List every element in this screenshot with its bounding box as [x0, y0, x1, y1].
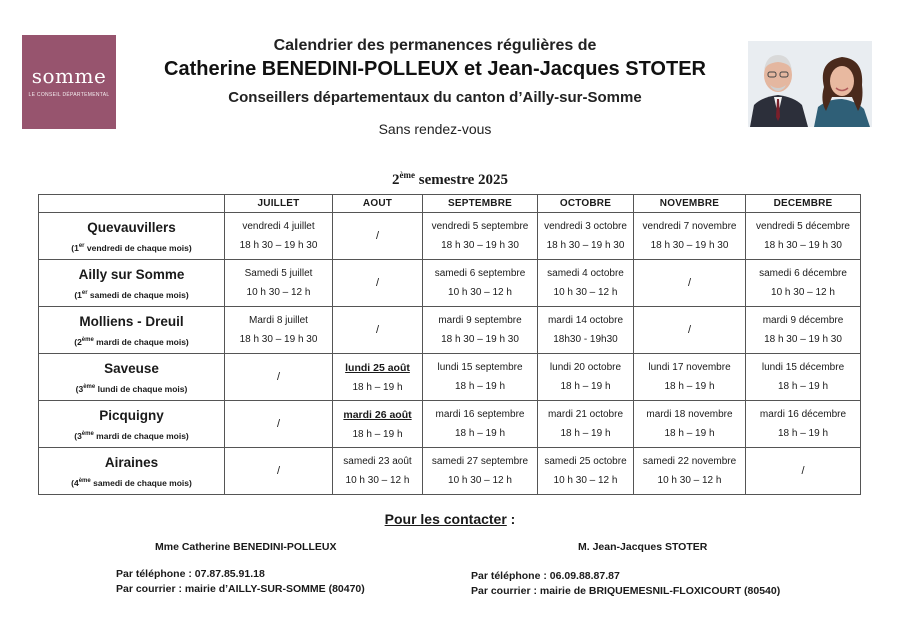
schedule-cell	[746, 260, 861, 307]
session-time: 18 h 30 – 19 h 30	[441, 334, 519, 345]
rule-text: mardi de chaque mois)	[93, 336, 189, 347]
rule-ordinal: (3	[75, 383, 84, 394]
session-date: lundi 15 septembre	[437, 362, 523, 373]
session-date: samedi 22 novembre	[642, 456, 737, 467]
schedule-cell	[423, 307, 538, 354]
table-row	[39, 307, 861, 354]
heading-canton: Conseillers départementaux du canton d’Ailly-sur-Somme	[228, 89, 642, 106]
place-schedule-rule	[39, 337, 224, 347]
schedule-cell	[538, 213, 634, 260]
session-time: 10 h 30 – 12 h	[448, 475, 512, 486]
header-corner	[39, 195, 225, 213]
place-schedule-rule	[39, 384, 224, 394]
session-date: mardi 16 septembre	[435, 409, 525, 420]
session-time: 18 h – 19 h	[777, 428, 829, 439]
session-time: 10 h 30 – 12 h	[553, 475, 618, 486]
schedule-cell	[333, 260, 423, 307]
session-time: 18 h – 19 h	[352, 381, 403, 393]
session-date: lundi 20 octobre	[549, 362, 622, 373]
session-date: vendredi 5 décembre	[756, 221, 850, 232]
schedule-cell	[225, 401, 333, 448]
schedule-cell	[423, 213, 538, 260]
no-session-mark: /	[375, 277, 380, 289]
rule-ordinal-suffix: ème	[78, 477, 91, 484]
councillors-portrait-icon	[748, 41, 872, 127]
no-session-mark: /	[276, 418, 281, 430]
session-date: samedi 6 septembre	[434, 268, 526, 279]
session-time: 10 h 30 – 12 h	[657, 475, 722, 486]
rule-text: lundi de chaque mois)	[95, 383, 188, 394]
rule-ordinal: (4	[71, 477, 79, 488]
rule-ordinal-suffix: ème	[81, 430, 94, 437]
schedule-cell	[746, 354, 861, 401]
table-row	[39, 354, 861, 401]
councillors-photo	[748, 41, 872, 127]
no-session-mark: /	[687, 277, 692, 289]
schedule-cell	[423, 260, 538, 307]
schedule-cell	[225, 448, 333, 495]
place-cell	[39, 448, 225, 495]
heading-no-appointment: Sans rendez-vous	[378, 121, 492, 137]
contact-name-right: M. Jean-Jacques STOTER	[578, 541, 708, 553]
table-row	[39, 448, 861, 495]
schedule-cell	[333, 448, 423, 495]
session-date: mardi 26 août	[343, 408, 412, 421]
no-session-mark: /	[375, 230, 380, 242]
schedule-cell	[333, 213, 423, 260]
session-time: 18 h – 19 h	[560, 381, 611, 392]
contact-name-left: Mme Catherine BENEDINI-POLLEUX	[155, 541, 337, 553]
rule-ordinal: (1	[74, 289, 82, 300]
no-session-mark: /	[687, 324, 692, 336]
place-name: Molliens - Dreuil	[79, 313, 184, 329]
header-month: JUILLET	[225, 195, 333, 213]
session-date: mardi 16 décembre	[759, 409, 847, 420]
place-name: Ailly sur Somme	[78, 266, 185, 282]
rule-text: mardi de chaque mois)	[93, 430, 189, 441]
table-row	[39, 213, 861, 260]
session-date: mardi 14 octobre	[547, 315, 624, 326]
schedule-cell	[538, 401, 634, 448]
schedule-cell	[333, 307, 423, 354]
heading-calendar: Calendrier des permanences régulières de	[273, 37, 597, 54]
semester-rest: semestre 2025	[414, 172, 509, 188]
contact-heading	[300, 511, 600, 527]
rule-text: samedi de chaque mois)	[90, 477, 192, 488]
contact-heading-text: Pour les contacter	[384, 511, 507, 527]
rule-ordinal: (3	[74, 430, 82, 441]
place-name: Airaines	[104, 454, 159, 470]
place-schedule-rule	[39, 243, 224, 253]
schedule-cell	[746, 448, 861, 495]
logo-subtitle: LE CONSEIL DÉPARTEMENTAL	[28, 92, 110, 98]
session-date: samedi 27 septembre	[431, 456, 529, 467]
session-date: lundi 17 novembre	[648, 362, 731, 373]
semester-suffix: ème	[399, 170, 415, 180]
header-month: OCTOBRE	[538, 195, 634, 213]
schedule-cell	[634, 448, 746, 495]
session-time: 18 h 30 – 19 h 30	[239, 240, 318, 251]
schedule-cell	[225, 307, 333, 354]
session-time: 18 h 30 – 19 h 30	[650, 240, 729, 251]
schedule-cell	[634, 260, 746, 307]
rule-ordinal: (2	[74, 336, 82, 347]
session-date: mardi 9 décembre	[762, 315, 844, 326]
place-cell	[39, 401, 225, 448]
rule-ordinal-suffix: ème	[83, 383, 96, 390]
schedule-cell	[423, 401, 538, 448]
schedule-cell	[746, 307, 861, 354]
no-session-mark: /	[801, 465, 805, 477]
session-time: 18 h – 19 h	[454, 428, 506, 439]
session-time: 18h30 - 19h30	[553, 334, 618, 345]
session-time: 18 h 30 – 19 h 30	[764, 240, 842, 251]
rule-ordinal: (1	[71, 242, 79, 253]
permanences-table	[38, 194, 861, 495]
rule-ordinal-suffix: ème	[81, 336, 94, 343]
session-time: 18 h – 19 h	[777, 381, 829, 392]
schedule-cell	[746, 213, 861, 260]
schedule-cell	[634, 213, 746, 260]
schedule-cell	[538, 260, 634, 307]
session-time: 18 h – 19 h	[560, 428, 611, 439]
session-date: mardi 18 novembre	[646, 409, 733, 420]
table-row	[39, 260, 861, 307]
no-session-mark: /	[276, 371, 281, 383]
somme-logo	[22, 35, 116, 129]
session-time: 18 h – 19 h	[664, 428, 715, 439]
session-date: vendredi 5 septembre	[431, 221, 529, 232]
contact-phone-right: Par téléphone : 06.09.88.87.87	[471, 570, 620, 582]
session-date: lundi 15 décembre	[761, 362, 845, 373]
place-name: Picquigny	[99, 407, 164, 423]
contact-phone-left: Par téléphone : 07.87.85.91.18	[116, 568, 265, 580]
schedule-cell	[538, 448, 634, 495]
session-date: vendredi 4 juillet	[242, 221, 315, 232]
session-time: 10 h 30 – 12 h	[246, 287, 311, 298]
header-month: SEPTEMBRE	[423, 195, 538, 213]
place-schedule-rule	[39, 431, 224, 441]
session-date: samedi 25 octobre	[544, 456, 627, 467]
rule-ordinal-suffix: er	[78, 242, 85, 249]
session-date: Samedi 5 juillet	[244, 268, 313, 279]
session-date: mardi 9 septembre	[438, 315, 522, 326]
place-cell	[39, 260, 225, 307]
session-date: vendredi 3 octobre	[544, 221, 627, 232]
session-date: samedi 4 octobre	[547, 268, 624, 279]
contact-mail-right: Par courrier : mairie de BRIQUEMESNIL-FLOXICOURT (80540)	[471, 585, 781, 597]
place-name: Saveuse	[104, 360, 159, 376]
schedule-cell	[423, 448, 538, 495]
schedule-cell	[225, 354, 333, 401]
session-date: samedi 23 août	[343, 456, 412, 467]
session-date: mardi 21 octobre	[547, 409, 624, 420]
place-schedule-rule	[39, 478, 224, 488]
schedule-cell	[634, 354, 746, 401]
session-time: 18 h – 19 h	[454, 381, 506, 392]
schedule-cell	[333, 401, 423, 448]
session-time: 10 h 30 – 12 h	[771, 287, 835, 298]
header-month: AOUT	[333, 195, 423, 213]
table-body	[39, 213, 861, 495]
semester-number: 2	[391, 172, 400, 188]
session-time: 18 h 30 – 19 h 30	[441, 240, 519, 251]
place-cell	[39, 354, 225, 401]
session-date: lundi 25 août	[345, 361, 410, 374]
rule-ordinal-suffix: er	[81, 289, 88, 296]
session-time: 18 h 30 – 19 h 30	[239, 334, 318, 345]
no-session-mark: /	[276, 465, 281, 477]
session-time: 18 h 30 – 19 h 30	[764, 334, 842, 345]
schedule-cell	[538, 354, 634, 401]
place-name: Quevauvillers	[87, 219, 176, 235]
place-schedule-rule	[39, 290, 224, 300]
table-row	[39, 401, 861, 448]
schedule-cell	[423, 354, 538, 401]
schedule-cell	[225, 260, 333, 307]
schedule-cell	[634, 307, 746, 354]
session-time: 10 h 30 – 12 h	[345, 475, 410, 486]
heading-councillors: Catherine BENEDINI-POLLEUX et Jean-Jacques STOTER	[164, 58, 706, 80]
session-time: 18 h 30 – 19 h 30	[546, 240, 625, 251]
session-date: samedi 6 décembre	[759, 268, 847, 279]
schedule-cell	[538, 307, 634, 354]
contact-heading-colon: :	[506, 511, 516, 527]
session-time: 10 h 30 – 12 h	[448, 287, 512, 298]
rule-text: vendredi de chaque mois)	[84, 242, 192, 253]
header-month: DECEMBRE	[746, 195, 861, 213]
table-header-row	[39, 195, 861, 213]
session-time: 10 h 30 – 12 h	[553, 287, 618, 298]
schedule-cell	[634, 401, 746, 448]
schedule-cell	[225, 213, 333, 260]
schedule-cell	[333, 354, 423, 401]
no-session-mark: /	[375, 324, 380, 336]
semester-heading	[300, 170, 600, 189]
place-cell	[39, 307, 225, 354]
rule-text: samedi de chaque mois)	[87, 289, 189, 300]
session-date: vendredi 7 novembre	[642, 221, 737, 232]
session-time: 18 h – 19 h	[352, 428, 403, 440]
session-date: Mardi 8 juillet	[249, 315, 308, 326]
contact-mail-left: Par courrier : mairie d’AILLY-SUR-SOMME (80470)	[116, 583, 365, 595]
place-cell	[39, 213, 225, 260]
logo-wordmark: somme	[31, 64, 107, 88]
header-month: NOVEMBRE	[634, 195, 746, 213]
session-time: 18 h – 19 h	[664, 381, 715, 392]
schedule-cell	[746, 401, 861, 448]
